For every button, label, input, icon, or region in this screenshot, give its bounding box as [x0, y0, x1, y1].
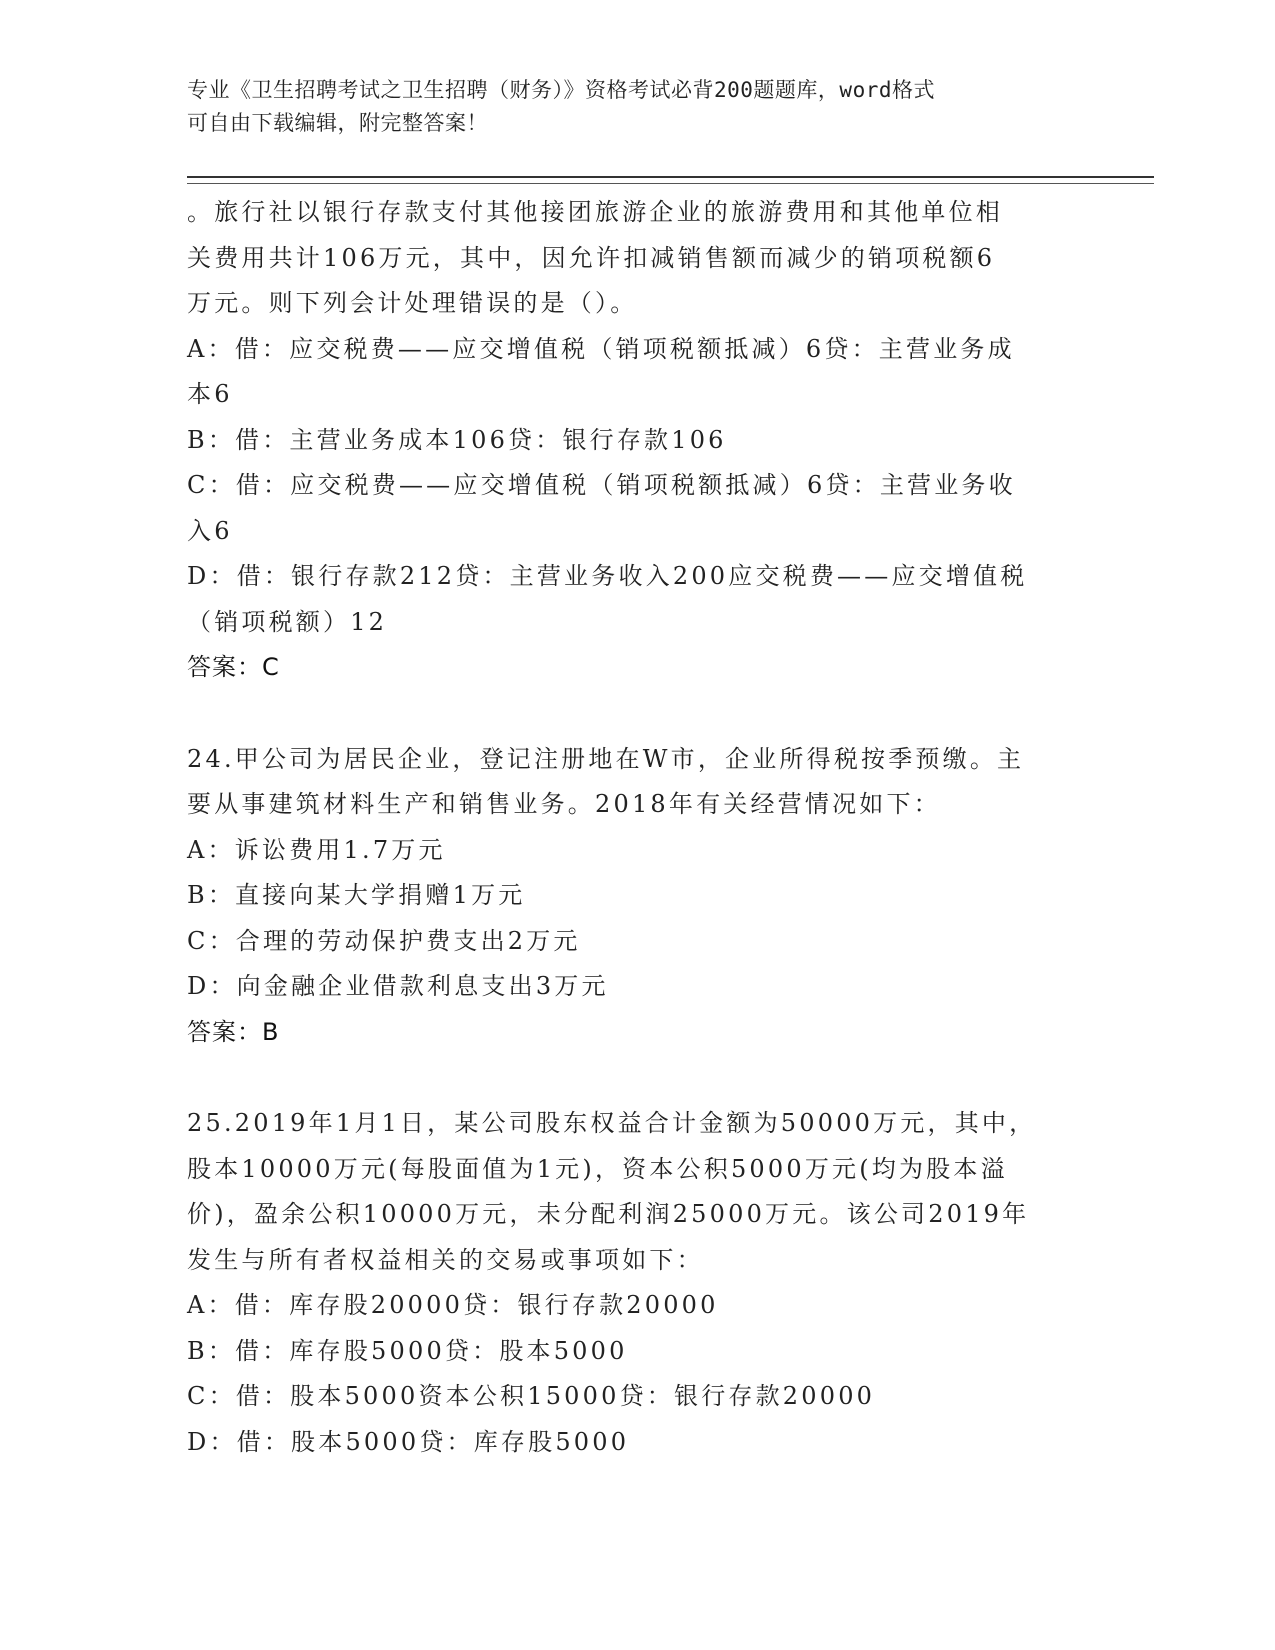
spacer — [187, 691, 1087, 737]
question-23-option-b: B：借：主营业务成本106贷：银行存款106 — [187, 425, 727, 454]
header-line-1: 专业《卫生招聘考试之卫生招聘（财务）》资格考试必背200题题库，word格式 — [187, 78, 935, 102]
question-24-option-a: A：诉讼费用1.7万元 — [187, 835, 446, 864]
question-25-option-c: C：借：股本5000资本公积15000贷：银行存款20000 — [187, 1382, 876, 1410]
question-25 — [187, 1101, 1087, 1465]
question-25-stem-line-2: 股本10000万元(每股面值为1元)，资本公积5000万元(均为股本溢 — [187, 1154, 1008, 1183]
question-23-option-d-line-2: （销项税额）12 — [187, 607, 388, 636]
question-23-stem-line-3: 万元。则下列会计处理错误的是（）。 — [187, 289, 638, 317]
question-25-option-b: B：借：库存股5000贷：股本5000 — [187, 1336, 628, 1365]
question-23-option-c-line-1: C：借：应交税费——应交增值税（销项税额抵减）6贷：主营业务收 — [187, 471, 1016, 499]
question-23-answer: 答案：C — [187, 653, 280, 681]
header-line-2: 可自由下载编辑，附完整答案！ — [187, 111, 488, 135]
question-23-stem-line-2: 关费用共计106万元，其中，因允许扣减销售额而减少的销项税额6 — [187, 243, 996, 272]
question-24-option-d: D：向金融企业借款利息支出3万元 — [187, 972, 609, 1000]
question-24-option-b: B：直接向某大学捐赠1万元 — [187, 881, 526, 909]
question-24 — [187, 737, 1087, 1010]
spacer — [187, 1055, 1087, 1101]
question-24-option-c: C：合理的劳动保护费支出2万元 — [187, 926, 581, 955]
question-25-option-d: D：借：股本5000贷：库存股5000 — [187, 1427, 630, 1456]
question-24-answer: 答案：B — [187, 1017, 280, 1046]
document-body — [187, 190, 1087, 1465]
header-divider-thin — [187, 183, 1154, 184]
question-23 — [187, 190, 1087, 645]
question-24-stem-line-1: 24.甲公司为居民企业，登记注册地在W市，企业所得税按季预缴。主 — [187, 744, 1025, 773]
question-23-stem-line-1: 。旅行社以银行存款支付其他接团旅游企业的旅游费用和其他单位相 — [187, 198, 1003, 226]
question-23-option-d-line-1: D：借：银行存款212贷：主营业务收入200应交税费——应交增值税 — [187, 562, 1028, 590]
question-23-option-a-line-2: 本6 — [187, 380, 233, 408]
question-24-stem-line-2: 要从事建筑材料生产和销售业务。2018年有关经营情况如下： — [187, 790, 941, 818]
question-23-option-a-line-1: A：借：应交税费——应交增值税（销项税额抵减）6贷：主营业务成 — [187, 334, 1015, 363]
header-divider-thick — [187, 176, 1154, 178]
question-25-stem-line-3: 价)，盈余公积10000万元，未分配利润25000万元。该公司2019年 — [187, 1200, 1030, 1228]
question-23-option-c-line-2: 入6 — [187, 516, 233, 545]
question-25-stem-line-4: 发生与所有者权益相关的交易或事项如下： — [187, 1245, 704, 1274]
question-25-option-a: A：借：库存股20000贷：银行存款20000 — [187, 1291, 719, 1319]
document-header — [187, 74, 1067, 140]
question-25-stem-line-1: 25.2019年1月1日，某公司股东权益合计金额为50000万元，其中， — [187, 1109, 1037, 1137]
